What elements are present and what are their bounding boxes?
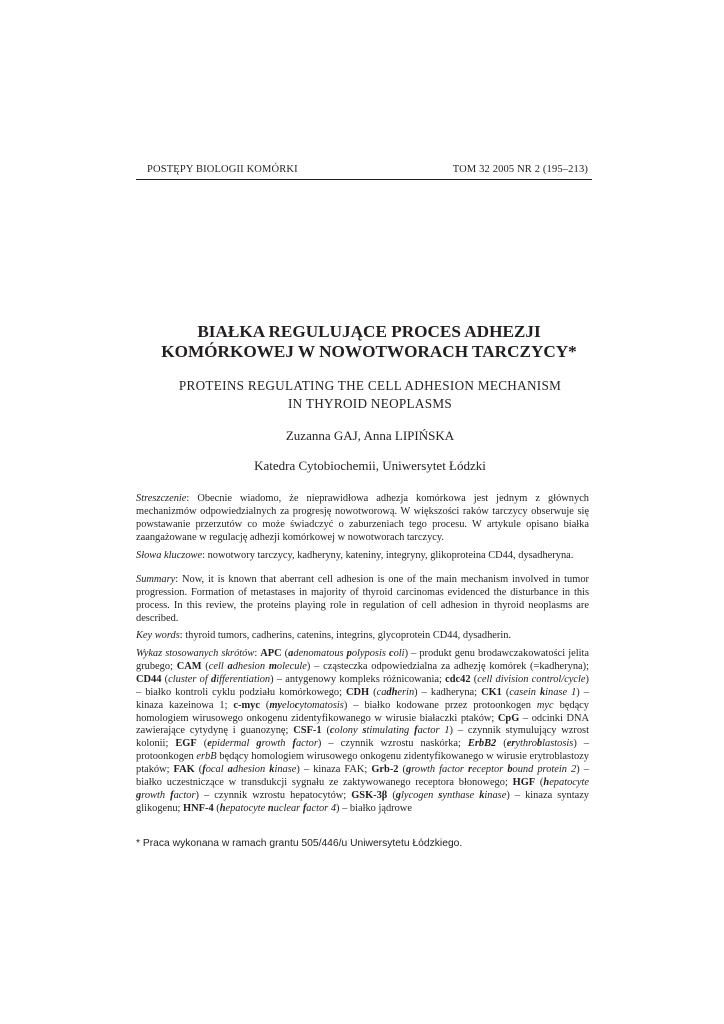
abbreviation-description: – czynnik wzrostu hepatocytów;	[199, 789, 352, 801]
abbreviation-description: – kinaza syntazy glikogenu;	[136, 789, 590, 814]
footnote: * Praca wykonana w ramach grantu 505/446/u Uniwersytetu Łódzkiego.	[136, 838, 463, 849]
abbreviation-description: – czynnik wzrostu naskórka;	[321, 738, 468, 750]
abbreviation-term: Grb-2	[371, 764, 399, 776]
abbreviation-description: – czynnik stymulujący wzrost kolonii;	[136, 725, 589, 750]
title-en-line-1: PROTEINS REGULATING THE CELL ADHESION MECHANISM	[178, 378, 562, 393]
abbreviation-description: – cząsteczka odpowiedzialna za adhezję komórek (=kadheryna);	[310, 660, 589, 672]
abbreviation-entry	[177, 661, 589, 672]
abbreviation-entries	[136, 648, 589, 814]
keywords-english	[136, 630, 589, 643]
title-en-line-2: IN THYROID NEOPLASMS	[287, 396, 453, 411]
abbreviations-colon: :	[254, 648, 261, 659]
abbreviation-entry	[136, 674, 445, 685]
abbreviation-expansion: (casein kinase 1)	[501, 686, 580, 698]
abbreviation-expansion: (glycogen synthase kinase)	[387, 789, 510, 801]
affiliation: Katedra Cytobiochemii, Uniwersytet Łódzki	[254, 458, 486, 473]
abbreviation-expansion: (hepatocyte growth factor)	[136, 777, 589, 801]
abbreviation-expansion: (cadherin)	[369, 686, 418, 698]
article-title-english	[120, 377, 620, 413]
volume-info: TOM 32 2005 NR 2 (195–213)	[452, 164, 588, 175]
abbreviation-term: CK1	[481, 686, 502, 698]
abbreviation-description: – odcinki DNA zawierające cytydynę i guanozynę;	[136, 712, 589, 737]
abbreviation-expansion: (adenomatous polyposis coli)	[281, 648, 409, 659]
abbreviation-description: – kadheryna;	[417, 686, 482, 698]
abbreviation-expansion: (epidermal growth factor)	[196, 738, 322, 750]
summary-english-text: : Now, it is known that aberrant cell adhesion is one of the main mechanism involved in tumor progression. Formation of metastases in majority of thyroid carcinomas evidenced the disturbance in this process. In this review, the proteins playing role in regulation of cell adhesion in thyroid neoplasms are described.	[136, 574, 589, 624]
abbreviation-description: – białko jądrowe	[339, 802, 412, 814]
keywords-polish-label: Słowa kluczowe	[136, 550, 203, 561]
abbreviation-term: CAM	[176, 660, 202, 672]
abstract-polish-label: Streszczenie	[136, 493, 187, 504]
abbreviation-description: – białko kontroli cyklu podziału komórkowego;	[136, 686, 347, 698]
abbreviation-expansion: (hepatocyte nuclear factor 4)	[213, 802, 340, 814]
abbreviation-description: – białko uczestniczące w transdukcji sygnału ze zaktywowanego receptora błonowego;	[136, 764, 589, 789]
abbreviation-term: cdc42	[445, 673, 471, 685]
abbreviation-expansion: (cell adhesion molecule)	[201, 660, 311, 672]
abbreviation-term: CSF-1	[293, 725, 322, 737]
abbreviation-expansion: (myelocytomatosis)	[259, 699, 348, 711]
abbreviation-term: c-myc	[233, 699, 260, 711]
summary-english	[136, 574, 589, 626]
abbreviation-term: EGF	[175, 738, 197, 750]
keywords-english-label: Key words	[136, 630, 180, 641]
abbreviation-term: ErbB2	[467, 738, 497, 750]
abbreviation-description: – antygenowy kompleks różnicowania;	[273, 673, 446, 685]
keywords-polish	[136, 550, 589, 563]
abstract-polish	[136, 493, 589, 545]
abbreviation-expansion: (cell division control/cycle)	[470, 673, 590, 685]
abbreviation-term: APC	[260, 648, 282, 659]
abbreviation-term: HNF-4	[183, 802, 214, 814]
header-rule	[136, 179, 592, 180]
abbreviation-expansion: (erythroblastosis)	[496, 738, 577, 750]
abbreviation-expansion: (focal adhesion kinase)	[194, 764, 300, 776]
title-line-1: BIAŁKA REGULUJĄCE PROCES ADHEZJI	[197, 322, 541, 341]
abbreviation-expansion: (cluster of differentiation)	[161, 673, 274, 685]
abbreviation-term: CpG	[497, 712, 520, 724]
abbreviation-term: HGF	[512, 777, 536, 789]
abbreviations-label: Wykaz stosowanych skrótów	[136, 648, 255, 659]
abbreviation-description: – protoonkogen erbB będący homologiem wirusowego onkogenu zidentyfikowanego w wirusie erytroblastozy ptaków;	[136, 738, 590, 776]
abbreviation-term: CD44	[136, 673, 162, 685]
abbreviation-description: – kinaza FAK;	[299, 764, 372, 776]
keywords-english-text: : thyroid tumors, cadherins, catenins, integrins, glycoprotein CD44, dysadherin.	[179, 630, 512, 641]
article-title	[100, 322, 638, 362]
summary-english-label: Summary	[136, 574, 176, 585]
abbreviation-entry	[183, 803, 412, 814]
title-line-2: KOMÓRKOWEJ W NOWOTWORACH TARCZYCY*	[161, 342, 577, 361]
abbreviation-expansion: (colony stimulating factor 1)	[321, 725, 454, 737]
abbreviation-term: GSK-3β	[351, 789, 388, 801]
abbreviation-expansion: (growth factor receptor bound protein 2)	[398, 764, 580, 776]
keywords-polish-text: : nowotwory tarczycy, kadheryny, kateniny, integryny, glikoproteina CD44, dysadheryna.	[202, 550, 574, 561]
authors: Zuzanna GAJ, Anna LIPIŃSKA	[285, 428, 455, 443]
abbreviation-description: – białko kodowane przez protoonkogen myc będący homologiem wirusowego onkogenu zidentyfikowanego w wirusie białaczki ptaków;	[136, 699, 589, 724]
abbreviation-entry	[174, 764, 372, 775]
abbreviation-entry	[175, 738, 468, 749]
journal-name: POSTĘPY BIOLOGII KOMÓRKI	[147, 164, 298, 175]
abbreviation-term: FAK	[173, 764, 195, 776]
abbreviation-description: – produkt genu brodawczakowatości jelita grubego;	[136, 648, 589, 672]
abbreviation-description: – kinaza kazeinowa 1;	[136, 686, 589, 711]
abbreviations-list	[136, 648, 589, 816]
abbreviation-term: CDH	[346, 686, 370, 698]
abbreviation-entry	[346, 687, 481, 698]
abstract-polish-text: : Obecnie wiadomo, że nieprawidłowa adhezja komórkowa jest jednym z głównych mechanizmów odpowiedzialnych za progresję nowotworową. W większości raków tarczycy obserwuje się powstawanie przerzutów co może świadczyć o zaburzeniach tego procesu. W artykule opisano białka zaangażowane w regulację adhezji komórkowej w nowotworach tarczycy.	[136, 493, 589, 543]
